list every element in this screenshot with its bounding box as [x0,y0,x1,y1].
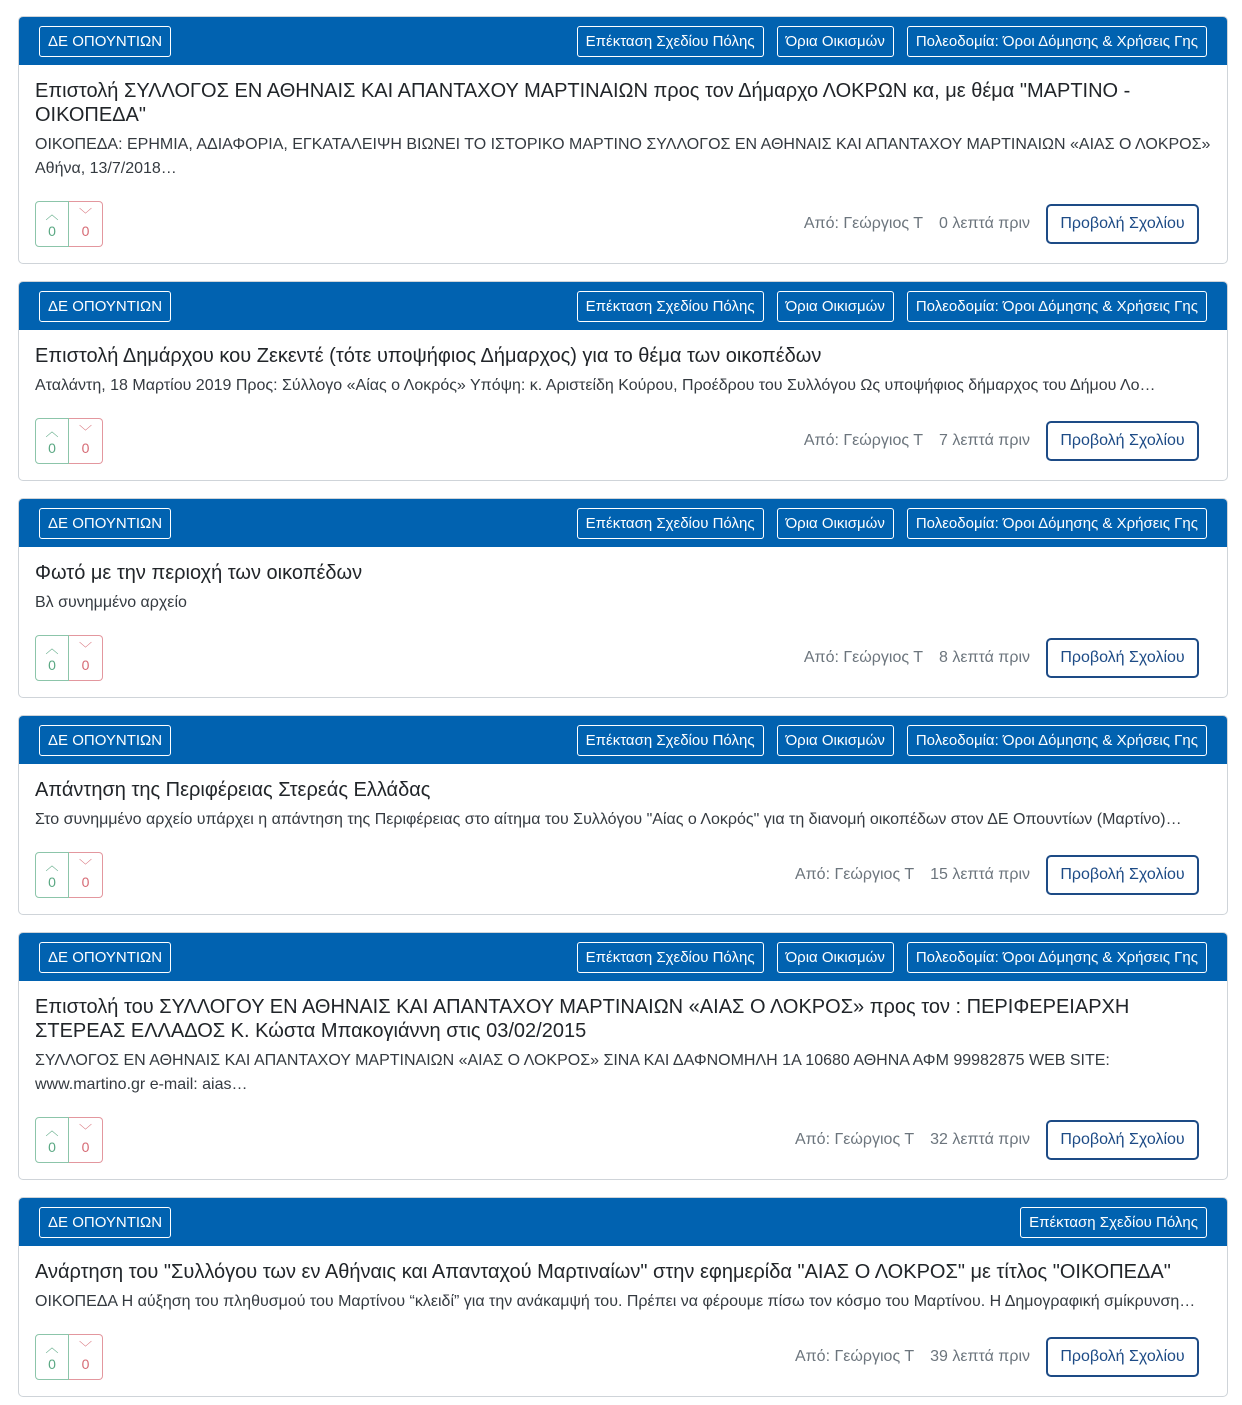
view-comment-button[interactable]: Προβολή Σχολίου [1046,855,1199,895]
chevron-up-icon: ︿ [45,1340,59,1355]
post-time: 39 λεπτά πριν [930,1348,1030,1365]
card-body [19,65,1227,181]
card-header [19,716,1227,764]
post-time: 15 λεπτά πριν [930,866,1030,883]
tag-list [577,725,1207,756]
tag-topic[interactable]: Όρια Οικισμών [777,291,894,322]
chevron-up-icon: ︿ [45,641,59,656]
card-footer [35,852,1199,898]
post-card [18,715,1228,915]
chevron-down-icon: ﹀ [78,858,92,873]
card-footer [35,418,1199,464]
post-title[interactable]: Φωτό με την περιοχή των οικοπέδων [35,562,363,584]
upvote-button[interactable] [35,418,69,464]
upvote-button[interactable] [35,201,69,247]
post-author: Από: Γεώργιος Τ [803,215,923,232]
card-header [19,17,1227,65]
downvote-count: 0 [81,1356,90,1372]
chevron-up-icon: ︿ [45,207,59,222]
upvote-count: 0 [48,1356,56,1372]
chevron-up-icon: ︿ [45,858,59,873]
downvote-button[interactable] [69,635,103,681]
downvote-count: 0 [81,223,90,239]
chevron-down-icon: ﹀ [78,207,92,222]
card-header [19,499,1227,547]
tag-topic[interactable]: Επέκταση Σχεδίου Πόλης [1020,1207,1207,1238]
view-comment-button[interactable]: Προβολή Σχολίου [1046,1120,1199,1160]
post-title[interactable]: Επιστολή Δημάρχου κου Ζεκεντέ (τότε υποψήφιος Δήμαρχος) για το θέμα των οικοπέδων [35,345,822,367]
tag-topic[interactable]: Πολεοδομία: Όροι Δόμησης & Χρήσεις Γης [907,725,1207,756]
card-body [19,764,1227,832]
view-comment-button[interactable]: Προβολή Σχολίου [1046,421,1199,461]
tag-municipality[interactable]: ΔΕ ΟΠΟΥΝΤΙΩΝ [39,942,171,973]
vote-group [35,1334,103,1380]
chevron-down-icon: ﹀ [78,424,92,439]
card-body [19,981,1227,1097]
post-card [18,16,1228,264]
upvote-count: 0 [48,1139,56,1155]
tag-topic[interactable]: Επέκταση Σχεδίου Πόλης [577,942,764,973]
downvote-button[interactable] [69,1334,103,1380]
chevron-up-icon: ︿ [45,424,59,439]
tag-municipality[interactable]: ΔΕ ΟΠΟΥΝΤΙΩΝ [39,1207,171,1238]
tag-topic[interactable]: Επέκταση Σχεδίου Πόλης [577,508,764,539]
downvote-button[interactable] [69,1117,103,1163]
tag-list [577,508,1207,539]
tag-topic[interactable]: Όρια Οικισμών [777,26,894,57]
tag-list [577,291,1207,322]
vote-group [35,635,103,681]
card-body [19,547,1227,615]
upvote-button[interactable] [35,1334,69,1380]
card-header [19,282,1227,330]
post-time: 7 λεπτά πριν [939,432,1030,449]
card-footer [35,1334,1199,1380]
post-author: Από: Γεώργιος Τ [794,866,915,883]
upvote-count: 0 [48,223,56,239]
downvote-count: 0 [81,657,90,673]
post-meta [795,855,1199,895]
tag-topic[interactable]: Πολεοδομία: Όροι Δόμησης & Χρήσεις Γης [907,508,1207,539]
post-author: Από: Γεώργιος Τ [803,649,923,666]
tag-topic[interactable]: Επέκταση Σχεδίου Πόλης [577,725,764,756]
downvote-button[interactable] [69,418,103,464]
tag-municipality[interactable]: ΔΕ ΟΠΟΥΝΤΙΩΝ [39,725,171,756]
upvote-count: 0 [48,440,56,456]
tag-topic[interactable]: Πολεοδομία: Όροι Δόμησης & Χρήσεις Γης [907,291,1207,322]
chevron-down-icon: ﹀ [78,1340,92,1355]
card-body [19,330,1227,398]
post-time: 0 λεπτά πριν [939,215,1030,232]
card-body [19,1246,1227,1314]
post-card [18,1197,1228,1397]
tag-topic[interactable]: Όρια Οικισμών [777,725,894,756]
upvote-count: 0 [48,874,56,890]
upvote-count: 0 [48,657,56,673]
post-author: Από: Γεώργιος Τ [803,432,923,449]
tag-municipality[interactable]: ΔΕ ΟΠΟΥΝΤΙΩΝ [39,291,171,322]
vote-group [35,201,103,247]
chevron-up-icon: ︿ [45,1123,59,1138]
tag-municipality[interactable]: ΔΕ ΟΠΟΥΝΤΙΩΝ [39,508,171,539]
post-title[interactable]: Απάντηση της Περιφέρειας Στερεάς Ελλάδας [35,779,431,801]
card-footer [35,1117,1199,1163]
view-comment-button[interactable]: Προβολή Σχολίου [1046,204,1199,244]
post-card [18,932,1228,1180]
card-header [19,933,1227,981]
post-author: Από: Γεώργιος Τ [794,1348,915,1365]
post-excerpt: ΟΙΚΟΠΕΔΑ: ΕΡΗΜΙΑ, ΑΔΙΑΦΟΡΙΑ, ΕΓΚΑΤΑΛΕΙΨΗ ΒΙΩΝΕΙ ΤΟ ΙΣΤΟΡΙΚΟ ΜΑΡΤΙΝΟ ΣΥΛΛΟΓΟΣ ΕΝ ΑΘΗΝΑΙΣ ΚΑΙ ΑΠΑΝΤΑΧΟΥ ΜΑΡΤΙΝΑΙΩΝ «ΑΙΑΣ Ο ΛΟΚΡΟΣ» Αθήνα, 13/7/2018… [35,136,1211,177]
post-meta [795,1120,1199,1160]
chevron-down-icon: ﹀ [78,641,92,656]
tag-topic[interactable]: Όρια Οικισμών [777,942,894,973]
vote-group [35,418,103,464]
tag-topic[interactable]: Πολεοδομία: Όροι Δόμησης & Χρήσεις Γης [907,26,1207,57]
tag-list [1020,1207,1207,1238]
post-meta [795,1337,1199,1377]
post-excerpt: Στο συνημμένο αρχείο υπάρχει η απάντηση της Περιφέρειας στο αίτημα του Συλλόγου "Αίας ο Λοκρός" για τη διανομή οικοπέδων στον ΔΕ Οπουντίων (Μαρτίνο)… [35,811,1182,828]
post-excerpt: ΣΥΛΛΟΓΟΣ ΕΝ ΑΘΗΝΑΙΣ ΚΑΙ ΑΠΑΝΤΑΧΟΥ ΜΑΡΤΙΝΑΙΩΝ «ΑΙΑΣ Ο ΛΟΚΡΟΣ» ΣΙΝΑ ΚΑΙ ΔΑΦΝΟΜΗΛΗ 1Α 10680 ΑΘΗΝΑ ΑΦΜ 99982875 WEB SITE: www.martino.gr e-mail: aias… [35,1052,1110,1093]
post-card [18,281,1228,481]
post-author: Από: Γεώργιος Τ [794,1131,915,1148]
card-footer [35,201,1199,247]
chevron-down-icon: ﹀ [78,1123,92,1138]
downvote-count: 0 [81,440,90,456]
upvote-button[interactable] [35,1117,69,1163]
upvote-button[interactable] [35,852,69,898]
post-title[interactable]: Επιστολή ΣΥΛΛΟΓΟΣ ΕΝ ΑΘΗΝΑΙΣ ΚΑΙ ΑΠΑΝΤΑΧΟΥ ΜΑΡΤΙΝΑΙΩΝ προς τον Δήμαρχο ΛΟΚΡΩΝ κα, με θέμα "ΜΑΡΤΙΝΟ - ΟΙΚΟΠΕΔΑ" [35,80,1131,126]
post-meta [804,638,1199,678]
tag-topic[interactable]: Επέκταση Σχεδίου Πόλης [577,291,764,322]
tag-topic[interactable]: Όρια Οικισμών [777,508,894,539]
downvote-button[interactable] [69,852,103,898]
tag-list [577,26,1207,57]
post-time: 32 λεπτά πριν [930,1131,1030,1148]
vote-group [35,1117,103,1163]
tag-topic[interactable]: Πολεοδομία: Όροι Δόμησης & Χρήσεις Γης [907,942,1207,973]
post-card [18,498,1228,698]
post-excerpt: ΟΙΚΟΠΕΔΑ Η αύξηση του πληθυσμού του Μαρτίνου “κλειδί” για την ανάκαμψή του. Πρέπει να φέρουμε πίσω τον κόσμο του Μαρτίνου. Η Δημογραφική σμίκρυνση… [35,1293,1196,1310]
post-meta [804,421,1199,461]
downvote-button[interactable] [69,201,103,247]
post-title[interactable]: Ανάρτηση του "Συλλόγου των εν Αθήναις και Απανταχού Μαρτιναίων" στην εφημερίδα "ΑΙΑΣ Ο ΛΟΚΡΟΣ" με τίτλος "ΟΙΚΟΠΕΔΑ" [35,1261,1171,1283]
downvote-count: 0 [81,874,90,890]
post-excerpt: Αταλάντη, 18 Μαρτίου 2019 Προς: Σύλλογο «Αίας ο Λοκρός» Υπόψη: κ. Αριστείδη Κούρου, Προέδρου του Συλλόγου Ως υποψήφιος δήμαρχος του Δήμου Λο… [35,377,1156,394]
card-header [19,1198,1227,1246]
tag-list [577,942,1207,973]
post-time: 8 λεπτά πριν [939,649,1030,666]
tag-topic[interactable]: Επέκταση Σχεδίου Πόλης [577,26,764,57]
downvote-count: 0 [81,1139,90,1155]
view-comment-button[interactable]: Προβολή Σχολίου [1046,1337,1199,1377]
upvote-button[interactable] [35,635,69,681]
post-meta [804,204,1199,244]
post-title[interactable]: Επιστολή του ΣΥΛΛΟΓΟΥ ΕΝ ΑΘΗΝΑΙΣ ΚΑΙ ΑΠΑΝΤΑΧΟΥ ΜΑΡΤΙΝΑΙΩΝ «ΑΙΑΣ Ο ΛΟΚΡΟΣ» προς τον : ΠΕΡΙΦΕΡΕΙΑΡΧΗ ΣΤΕΡΕΑΣ ΕΛΛΑΔΟΣ Κ. Κώστα Μπακογιάννη στις 03/02/2015 [35,996,1130,1042]
vote-group [35,852,103,898]
post-excerpt: Βλ συνημμένο αρχείο [35,594,187,611]
view-comment-button[interactable]: Προβολή Σχολίου [1046,638,1199,678]
card-footer [35,635,1199,681]
tag-municipality[interactable]: ΔΕ ΟΠΟΥΝΤΙΩΝ [39,26,171,57]
